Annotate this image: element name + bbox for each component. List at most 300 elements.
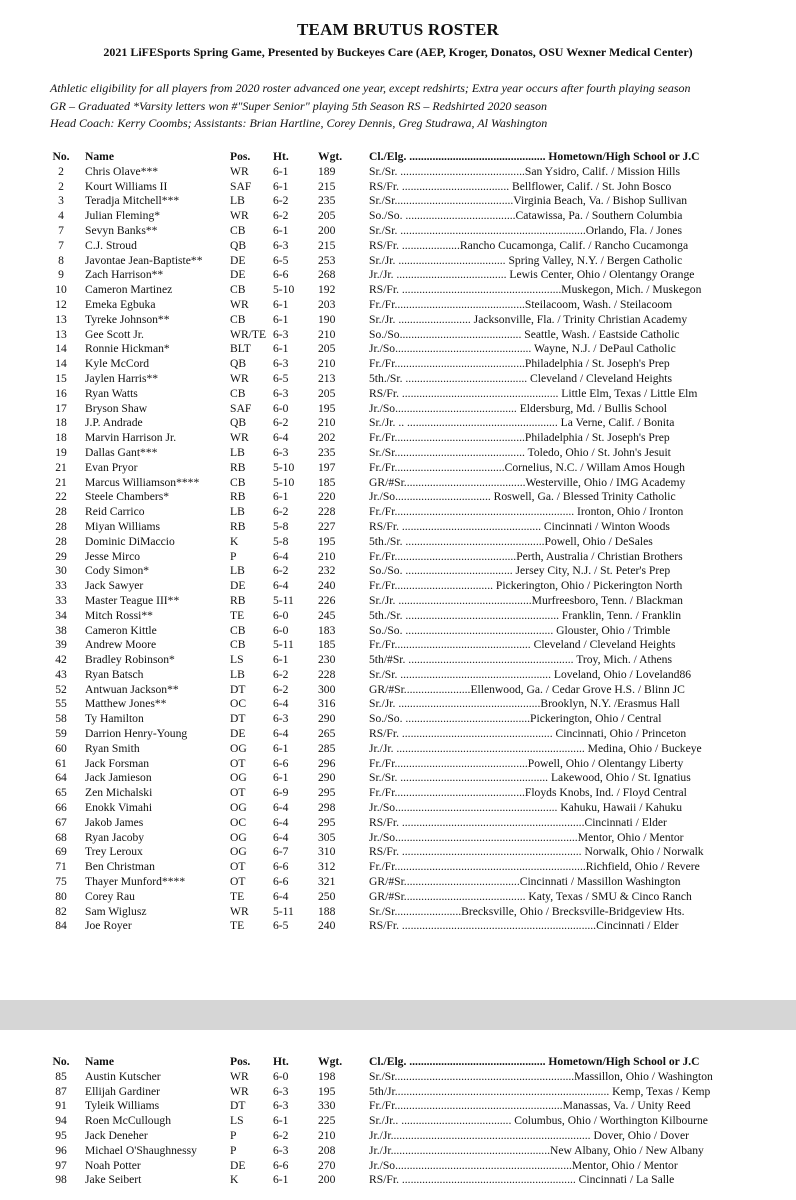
class-hometown-cell: Sr./Jr. ..............................................Murfreesboro, Tenn. / Blackman [369,593,683,607]
header-jersey-number: No. [52,150,70,163]
jersey-number-cell: 71 [55,860,67,874]
header-player-name: Name [85,1055,114,1068]
position-cell: LB [230,667,245,681]
position-cell: DT [230,712,246,726]
position-cell: CB [230,623,246,637]
position-cell: WR [230,164,249,178]
player-name-cell: Joe Royer [85,919,132,933]
jersey-number-cell: 58 [55,712,67,726]
class-hometown-cell: GR/#Sr.......................Ellenwood, Ga. / Cedar Grove H.S. / Blinn JC [369,682,685,696]
table-row [0,387,796,402]
table-row [0,313,796,328]
height-cell: 6-6 [273,1158,289,1172]
position-cell: LB [230,505,245,519]
table-row [0,1129,796,1144]
class-hometown-cell: 5th./Sr. ..................................................... Franklin, Tenn. / Franklin [369,608,682,622]
jersey-number-cell: 65 [55,786,67,800]
class-hometown-cell: RS/Fr. ...................................................................Cincinnati / Elder [369,919,679,933]
table-row [0,668,796,683]
table-row [0,860,796,875]
class-hometown-cell: RS/Fr. .......................................................Muskegon, Mich. / Muskegon [369,283,702,297]
jersey-number-cell: 75 [55,875,67,889]
table-row [0,919,796,934]
table-row [0,845,796,860]
height-cell: 6-4 [273,801,289,815]
position-cell: LB [230,445,245,459]
jersey-number-cell: 95 [55,1128,67,1142]
weight-cell: 205 [318,386,336,400]
jersey-number-cell: 12 [55,297,67,311]
weight-cell: 268 [318,268,336,282]
table-row [0,1099,796,1114]
table-row [0,283,796,298]
position-cell: WR [230,904,249,918]
weight-cell: 228 [318,667,336,681]
class-hometown-cell: RS/Fr. .................................................... Cincinnati, Ohio / Princeton [369,727,687,741]
class-hometown-cell: Jr./So.......................................... Eldersburg, Md. / Bullis School [369,401,668,415]
jersey-number-cell: 96 [55,1143,67,1157]
table-row [0,875,796,890]
player-name-cell: Mitch Rossi** [85,608,153,622]
roster-page-2 [0,1030,796,1200]
position-cell: OT [230,875,246,889]
player-name-cell: Miyan Williams [85,519,160,533]
weight-cell: 265 [318,727,336,741]
height-cell: 5-10 [273,460,295,474]
class-hometown-cell: So./So. ......................................Catawissa, Pa. / Southern Columbia [369,209,683,223]
weight-cell: 190 [318,312,336,326]
weight-cell: 235 [318,445,336,459]
player-name-cell: Corey Rau [85,889,135,903]
weight-cell: 290 [318,771,336,785]
position-cell: DE [230,253,246,267]
player-name-cell: Matthew Jones** [85,697,167,711]
height-cell: 6-4 [273,815,289,829]
height-cell: 6-1 [273,1114,289,1128]
jersey-number-cell: 59 [55,727,67,741]
jersey-number-cell: 13 [55,327,67,341]
player-name-cell: Steele Chambers* [85,490,170,504]
weight-cell: 330 [318,1099,336,1113]
height-cell: 6-3 [273,357,289,371]
class-hometown-cell: Jr./So.............................................................Mentor, Ohio / Mentor [369,1158,678,1172]
player-name-cell: Darrion Henry-Young [85,727,188,741]
table-row [0,653,796,668]
position-cell: CB [230,386,246,400]
table-row [0,638,796,653]
height-cell: 6-1 [273,771,289,785]
class-hometown-cell: Fr./Fr.............................................Steilacoom, Wash. / Steilacoom [369,297,673,311]
height-cell: 5-10 [273,283,295,297]
jersey-number-cell: 80 [55,889,67,903]
position-cell: OG [230,771,247,785]
position-cell: K [230,534,239,548]
player-name-cell: Javontae Jean-Baptiste** [85,253,203,267]
header-class-hometown: Cl./Elg. ............................................... Hometown/High School or J.C [369,150,700,163]
header-position: Pos. [230,1055,251,1068]
position-cell: TE [230,889,245,903]
height-cell: 6-4 [273,579,289,593]
player-name-cell: Ellijah Gardiner [85,1084,161,1098]
table-row [0,890,796,905]
height-cell: 6-0 [273,401,289,415]
class-hometown-cell: Jr./So........................................................ Kahuku, Hawaii / Kahuku [369,801,683,815]
position-cell: OT [230,786,246,800]
weight-cell: 240 [318,919,336,933]
table-row [0,609,796,624]
page-title: TEAM BRUTUS ROSTER [297,20,499,39]
position-cell: LS [230,653,244,667]
weight-cell: 300 [318,682,336,696]
class-hometown-cell: So./So.......................................... Seattle, Wash. / Eastside Catholic [369,327,680,341]
height-cell: 6-4 [273,697,289,711]
jersey-number-cell: 60 [55,741,67,755]
header-height: Ht. [273,150,289,163]
jersey-number-cell: 43 [55,667,67,681]
jersey-number-cell: 19 [55,445,67,459]
position-cell: RB [230,519,246,533]
jersey-number-cell: 29 [55,549,67,563]
player-name-cell: Kourt Williams II [85,179,168,193]
class-hometown-cell: Jr./So............................................... Wayne, N.J. / DePaul Catholic [369,342,676,356]
weight-cell: 210 [318,549,336,563]
weight-cell: 195 [318,534,336,548]
jersey-number-cell: 33 [55,579,67,593]
class-hometown-cell: RS/Fr. ................................................ Cincinnati / Winton Woods [369,519,670,533]
jersey-number-cell: 39 [55,638,67,652]
weight-cell: 225 [318,1114,336,1128]
player-name-cell: Marcus Williamson**** [85,475,200,489]
player-name-cell: Ben Christman [85,860,155,874]
table-row [0,1159,796,1174]
class-hometown-cell: So./So. ...........................................Pickerington, Ohio / Central [369,712,662,726]
class-hometown-cell: Sr./Sr. .................................................... Loveland, Ohio / Loveland86 [369,667,692,681]
table-row [0,224,796,239]
table-row [0,535,796,550]
height-cell: 6-2 [273,505,289,519]
position-cell: K [230,1173,239,1187]
header-player-name: Name [85,150,114,163]
weight-cell: 210 [318,1128,336,1142]
player-name-cell: Marvin Harrison Jr. [85,431,177,445]
class-hometown-cell: RS/Fr. ..................................... Bellflower, Calif. / St. John Bosco [369,179,672,193]
table-row [0,757,796,772]
position-cell: WR [230,209,249,223]
table-row [0,490,796,505]
height-cell: 6-1 [273,653,289,667]
class-hometown-cell: GR/#Sr........................................Cincinnati / Massillon Washington [369,875,681,889]
table-row [0,564,796,579]
jersey-number-cell: 18 [55,431,67,445]
table-row [0,328,796,343]
class-hometown-cell: Sr./Jr.. ...................................... Columbus, Ohio / Worthington Kilbourne [369,1114,708,1128]
position-cell: TE [230,919,245,933]
player-name-cell: Thayer Munford**** [85,875,186,889]
table-row [0,520,796,535]
eligibility-notes [50,80,770,133]
jersey-number-cell: 66 [55,801,67,815]
weight-cell: 210 [318,357,336,371]
table-row [0,180,796,195]
weight-cell: 200 [318,223,336,237]
player-name-cell: Emeka Egbuka [85,297,156,311]
weight-cell: 316 [318,697,336,711]
jersey-number-cell: 68 [55,830,67,844]
class-hometown-cell: Sr./Sr............................................. Toledo, Ohio / St. John's Jesuit [369,445,671,459]
height-cell: 6-1 [273,164,289,178]
jersey-number-cell: 82 [55,904,67,918]
position-cell: P [230,1143,237,1157]
player-name-cell: Jesse Mirco [85,549,141,563]
jersey-number-cell: 13 [55,312,67,326]
class-hometown-cell: So./So. ..................................... Jersey City, N.J. / St. Peter's Prep [369,564,671,578]
jersey-number-cell: 52 [55,682,67,696]
jersey-number-cell: 91 [55,1099,67,1113]
position-cell: SAF [230,401,252,415]
table-row [0,905,796,920]
table-row [0,165,796,180]
player-name-cell: Ryan Watts [85,386,138,400]
player-name-cell: Zen Michalski [85,786,153,800]
height-cell: 6-5 [273,919,289,933]
player-name-cell: C.J. Stroud [85,238,137,252]
jersey-number-cell: 22 [55,490,67,504]
player-name-cell: Ryan Jacoby [85,830,145,844]
position-cell: OG [230,845,247,859]
height-cell: 6-2 [273,416,289,430]
jersey-number-cell: 18 [55,416,67,430]
position-cell: OT [230,756,246,770]
jersey-number-cell: 14 [55,357,67,371]
position-cell: OG [230,801,247,815]
jersey-number-cell: 42 [55,653,67,667]
jersey-number-cell: 38 [55,623,67,637]
position-cell: P [230,1128,237,1142]
height-cell: 6-4 [273,830,289,844]
jersey-number-cell: 28 [55,519,67,533]
weight-cell: 210 [318,327,336,341]
jersey-number-cell: 64 [55,771,67,785]
class-hometown-cell: Sr./Sr. ................................................................Orlando, Fla. / Jones [369,223,683,237]
weight-cell: 321 [318,875,336,889]
position-cell: RB [230,490,246,504]
jersey-number-cell: 10 [55,283,67,297]
jersey-number-cell: 69 [55,845,67,859]
class-hometown-cell: RS/Fr. ...................................................... Little Elm, Texas / Little Elm [369,386,698,400]
class-hometown-cell: Jr./Jr..................................................................... Dover, Ohio / Dover [369,1128,689,1142]
position-cell: DE [230,727,246,741]
player-name-cell: Antwuan Jackson** [85,682,179,696]
jersey-number-cell: 7 [58,223,64,237]
player-name-cell: Zach Harrison** [85,268,164,282]
jersey-number-cell: 21 [55,460,67,474]
table-row [0,1173,796,1188]
height-cell: 6-3 [273,1099,289,1113]
table-row [0,209,796,224]
player-name-cell: Ryan Smith [85,741,140,755]
table-row [0,194,796,209]
table-row [0,550,796,565]
position-cell: RB [230,460,246,474]
table-row [0,816,796,831]
player-name-cell: Jake Seibert [85,1173,142,1187]
weight-cell: 296 [318,756,336,770]
height-cell: 6-2 [273,564,289,578]
player-name-cell: Jack Jamieson [85,771,152,785]
player-name-cell: Jakob James [85,815,144,829]
height-cell: 6-3 [273,1084,289,1098]
class-hometown-cell: 5th./Sr. .......................................... Cleveland / Cleveland Heights [369,371,673,385]
position-cell: CB [230,475,246,489]
height-cell: 6-6 [273,756,289,770]
class-hometown-cell: Sr./Jr. .. .................................................... La Verne, Calif. / Bonita [369,416,675,430]
player-name-cell: Enokk Vimahi [85,801,153,815]
player-name-cell: Chris Olave*** [85,164,159,178]
jersey-number-cell: 33 [55,593,67,607]
jersey-number-cell: 4 [58,209,64,223]
position-cell: CB [230,312,246,326]
position-cell: OG [230,741,247,755]
class-hometown-cell: Fr./Fr.............................................................. Ironton, Ohio / Ironton [369,505,684,519]
position-cell: CB [230,283,246,297]
class-hometown-cell: 5th/#Sr. ......................................................... Troy, Mich. / Athens [369,653,672,667]
table-row [0,697,796,712]
header-height: Ht. [273,1055,289,1068]
jersey-number-cell: 30 [55,564,67,578]
class-hometown-cell: Jr./So................................. Roswell, Ga. / Blessed Trinity Catholic [369,490,676,504]
height-cell: 6-1 [273,297,289,311]
jersey-number-cell: 15 [55,371,67,385]
jersey-number-cell: 28 [55,505,67,519]
weight-cell: 188 [318,904,336,918]
table-row [0,579,796,594]
jersey-number-cell: 94 [55,1114,67,1128]
weight-cell: 285 [318,741,336,755]
class-hometown-cell: RS/Fr. ....................Rancho Cucamonga, Calif. / Rancho Cucamonga [369,238,689,252]
table-row [0,624,796,639]
table-row [0,712,796,727]
height-cell: 5-11 [273,904,294,918]
class-hometown-cell: Jr./Jr.......................................................New Albany, Ohio / New Albany [369,1143,704,1157]
weight-cell: 189 [318,164,336,178]
position-cell: QB [230,238,247,252]
table-row [0,683,796,698]
position-cell: OT [230,860,246,874]
header-jersey-number: No. [52,1055,70,1068]
height-cell: 6-9 [273,786,289,800]
player-name-cell: Roen McCullough [85,1114,171,1128]
table-row [0,461,796,476]
player-name-cell: Bryson Shaw [85,401,148,415]
height-cell: 6-1 [273,490,289,504]
table-row [0,831,796,846]
height-cell: 6-3 [273,445,289,459]
class-hometown-cell: Jr./Jr. ...................................... Lewis Center, Ohio / Olentangy Orange [369,268,695,282]
weight-cell: 192 [318,283,336,297]
jersey-number-cell: 55 [55,697,67,711]
class-hometown-cell: Sr./Sr. ................................................... Lakewood, Ohio / St. Ignatius [369,771,691,785]
table-header [0,1055,796,1070]
height-cell: 6-4 [273,889,289,903]
class-hometown-cell: RS/Fr. ...............................................................Cincinnati / Elder [369,815,667,829]
player-name-cell: Andrew Moore [85,638,157,652]
note-line: Head Coach: Kerry Coombs; Assistants: Brian Hartline, Corey Dennis, Greg Studrawa, Al Washington [50,116,548,130]
height-cell: 6-0 [273,623,289,637]
weight-cell: 290 [318,712,336,726]
weight-cell: 245 [318,608,336,622]
table-row [0,372,796,387]
table-row [0,727,796,742]
position-cell: DE [230,579,246,593]
table-row [0,742,796,757]
table-row [0,1070,796,1085]
position-cell: QB [230,416,247,430]
table-row [0,786,796,801]
position-cell: OC [230,697,247,711]
height-cell: 6-1 [273,741,289,755]
weight-cell: 227 [318,519,336,533]
weight-cell: 295 [318,815,336,829]
weight-cell: 185 [318,638,336,652]
table-row [0,1144,796,1159]
position-cell: QB [230,357,247,371]
jersey-number-cell: 34 [55,608,67,622]
weight-cell: 253 [318,253,336,267]
player-name-cell: Gee Scott Jr. [85,327,144,341]
note-line: GR – Graduated *Varsity letters won #"Super Senior" playing 5th Season RS – Redshirted 2020 season [50,98,548,113]
player-name-cell: Ty Hamilton [85,712,144,726]
jersey-number-cell: 98 [55,1173,67,1187]
position-cell: WR [230,371,249,385]
player-name-cell: Julian Fleming* [85,209,161,223]
position-cell: TE [230,608,245,622]
player-name-cell: Jaylen Harris** [85,371,159,385]
height-cell: 5-10 [273,475,295,489]
player-name-cell: Sevyn Banks** [85,223,158,237]
weight-cell: 270 [318,1158,336,1172]
weight-cell: 213 [318,371,336,385]
jersey-number-cell: 9 [58,268,64,282]
jersey-number-cell: 2 [58,179,64,193]
position-cell: RB [230,593,246,607]
position-cell: DE [230,268,246,282]
class-hometown-cell: RS/Fr. ............................................................ Cincinnati / La Salle [369,1173,675,1187]
height-cell: 6-1 [273,342,289,356]
height-cell: 6-2 [273,682,289,696]
class-hometown-cell: GR/#Sr.......................................... Katy, Texas / SMU & Cinco Ranch [369,889,692,903]
player-name-cell: Cameron Martinez [85,283,173,297]
position-cell: DE [230,1158,246,1172]
weight-cell: 208 [318,1143,336,1157]
table-row [0,239,796,254]
height-cell: 6-1 [273,312,289,326]
weight-cell: 195 [318,401,336,415]
position-cell: P [230,549,237,563]
player-name-cell: Evan Pryor [85,460,138,474]
player-name-cell: Cody Simon* [85,564,150,578]
jersey-number-cell: 2 [58,164,64,178]
height-cell: 6-0 [273,1069,289,1083]
weight-cell: 232 [318,564,336,578]
player-name-cell: Trey Leroux [85,845,143,859]
weight-cell: 226 [318,593,336,607]
position-cell: OG [230,830,247,844]
roster-table [0,150,796,934]
weight-cell: 202 [318,431,336,445]
position-cell: DT [230,682,246,696]
table-row [0,594,796,609]
weight-cell: 205 [318,342,336,356]
